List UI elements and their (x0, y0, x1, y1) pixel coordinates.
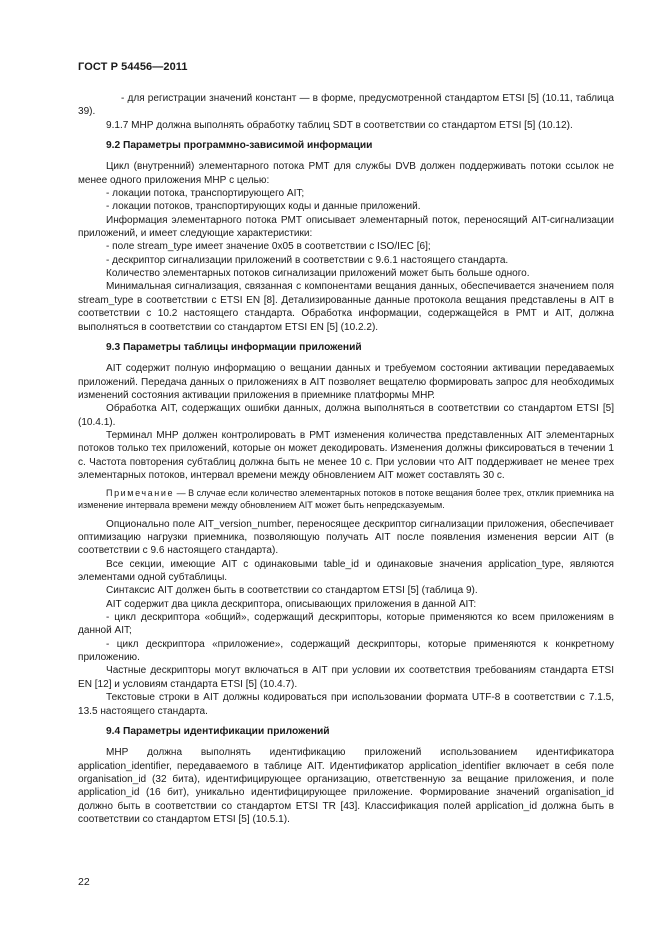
spacer (78, 718, 614, 725)
paragraph: AIT содержит полную информацию о вещании данных и требуемом состоянии активации передаваемых приложений. Передача данных о приложениях в AIT позволяет вещателю формировать запрос для необходимых изменений состояния активации приложения в приемнике платформы МНР. (78, 363, 614, 401)
list-item: - для регистрации значений констант — в форме, предусмотренной стандартом ETSI [5] (10.11, таблица 39). (78, 93, 614, 118)
list-item: - цикл дескриптора «общий», содержащий дескрипторы, которые применяются ко всем приложениям в данной AIT; (78, 612, 614, 637)
page-number: 22 (78, 876, 90, 888)
paragraph: Синтаксис AIT должен быть в соответствии со стандартом ETSI [5] (таблица 9). (106, 585, 478, 597)
paragraph: Частные дескрипторы могут включаться в AIT при условии их соответствия требованиям стандарта ETSI EN [12] и условиям стандарта ETSI [5] (10.4.7). (78, 665, 614, 690)
paragraph: AIT содержит два цикла дескриптора, описывающих приложения в данной AIT: (106, 598, 477, 610)
paragraph: МНР должна выполнять идентификацию приложений использованием идентификатора application_identifier, передаваемого в таблице AIT. Идентификатор application_identifier включает в себя поле organisation_id (32 бита), идентифицирующее организацию, ответственную за вещание приложения, и поле application_id (16 бит), уникально идентифицирующее приложение. Формирование значений organisation_id должно быть в соответствии со стандартом ETSI TR [43]. Классификация полей application_id должна быть в соответствии со стандартом ETSI [5] (10.5.1). (78, 747, 614, 825)
list-item: - поле stream_type имеет значение 0x05 в соответствии с ISO/IEC [6]; (106, 241, 431, 253)
paragraph: Цикл (внутренний) элементарного потока РМТ для службы DVB должен поддерживать потоки ссылок не менее одного приложения МНР с целью: (78, 161, 614, 186)
paragraph: Количество элементарных потоков сигнализации приложений может быть больше одного. (106, 268, 530, 280)
note-label: Примечание (106, 488, 175, 499)
paragraph: Обработка AIT, содержащих ошибки данных, должна выполняться в соответствии со стандартом ETSI [5] (10.4.1). (78, 403, 614, 428)
section-heading: 9.2 Параметры программно-зависимой информации (106, 140, 373, 152)
note-paragraph (78, 487, 614, 511)
spacer (78, 152, 614, 160)
paragraph: Минимальная сигнализация, связанная с компонентами вещания данных, обеспечивается значением поля stream_type в соответствии с ETSI EN [8]. Детализированные данные протокола вещания представлены в AIT в соответствии с 10.2 настоящего стандарта. Обработка информации, содержащейся в РМТ и AIT, должна выполняться в соответствии со стандартом ETSI EN [5] (10.2.2). (78, 281, 614, 333)
spacer (78, 738, 614, 746)
section-heading: 9.4 Параметры идентификации приложений (106, 725, 330, 737)
section-heading: 9.3 Параметры таблицы информации приложений (106, 341, 362, 353)
spacer (78, 334, 614, 341)
paragraph: Текстовые строки в AIT должны кодироваться при использовании формата UTF-8 в соответствии с 7.1.5, 13.5 настоящего стандарта. (78, 692, 614, 717)
list-item: - локации потока, транспортирующего AIT; (106, 188, 305, 200)
paragraph: Опционально поле AIT_version_number, переносящее дескриптор сигнализации приложения, обеспечивает оптимизацию нагрузки приемника, позволяющую получать AIT после появления изменения версии AIT (в соответствии с 9.6 настоящего стандарта). (78, 518, 614, 557)
paragraph: 9.1.7 МНР должна выполнять обработку таблиц SDT в соответствии со стандартом ETSI [5] (10.12). (106, 119, 573, 131)
list-item: - дескриптор сигнализации приложений в соответствии с 9.6.1 настоящего стандарта. (106, 254, 509, 266)
spacer (78, 354, 614, 362)
paragraph: Терминал МНР должен контролировать в РМТ изменения количества представленных AIT элементарных потоков только тех приложений, которые он может декодировать. Изменения должны фиксироваться в течении 1 с. Частота повторения субтаблиц должна быть не менее 10 с. При условии что AIT поддерживает не менее трех элементарных потоков, интервал времени между обновлением AIT может составлять 30 с. (78, 429, 614, 481)
list-item: - цикл дескриптора «приложение», содержащий дескрипторы, которые применяются к конкретному приложению. (78, 638, 614, 664)
note-text: — В случае если количество элементарных потоков в потоке вещания более трех, отклик приемника на изменение интервала времени между обновлением AIT может быть непредсказуемым. (78, 488, 614, 511)
paragraph: Все секции, имеющие AIT с одинаковыми table_id и одинаковые значения application_type, являются элементами одной субтаблицы. (78, 558, 614, 584)
document-body (78, 92, 614, 826)
spacer (78, 132, 614, 139)
document-header: ГОСТ Р 54456—2011 (78, 61, 188, 73)
paragraph: Информация элементарного потока РМТ описывает элементарный поток, переносящий AIT-сигнализации приложений, и имеет следующие характеристики: (78, 214, 614, 240)
list-item: - локации потоков, транспортирующих коды и данные приложений. (106, 201, 421, 213)
